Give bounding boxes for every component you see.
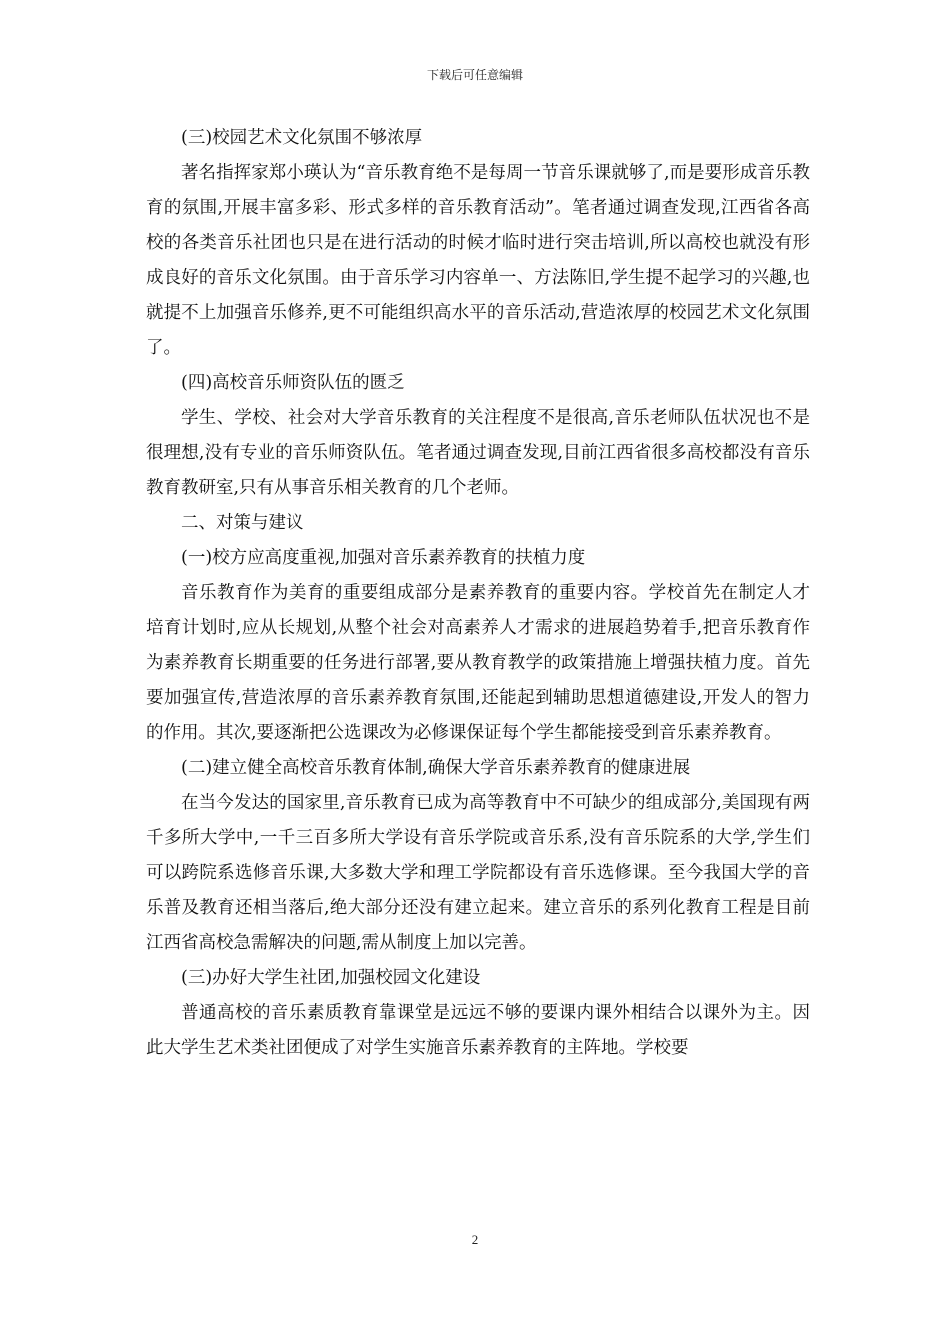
body-paragraph: 在当今发达的国家里,音乐教育已成为高等教育中不可缺少的组成部分,美国现有两千多所大学中,一千三百多所大学设有音乐学院或音乐系,没有音乐院系的大学,学生们可以跨院系选修音乐课,大多数大学和理工学院都设有音乐选修课。至今我国大学的音乐普及教育还相当落后,绝大部分还没有建立起来。建立音乐的系列化教育工程是目前江西省高校急需解决的问题,需从制度上加以完善。 — [146, 793, 810, 953]
body-paragraph: 普通高校的音乐素质教育靠课堂是远远不够的要课内课外相结合以课外为主。因此大学生艺术类社团便成了对学生实施音乐素养教育的主阵地。学校要 — [146, 1003, 810, 1058]
body-paragraph: 音乐教育作为美育的重要组成部分是素养教育的重要内容。学校首先在制定人才培育计划时,应从长规划,从整个社会对高素养人才需求的进展趋势着手,把音乐教育作为素养教育长期重要的任务进行部署,要从教育教学的政策措施上增强扶植力度。首先要加强宣传,营造浓厚的音乐素养教育氛围,还能起到辅助思想道德建设,开发人的智力的作用。其次,要逐渐把公选课改为必修课保证每个学生都能接受到音乐素养教育。 — [146, 583, 810, 743]
section-heading: (三)校园艺术文化氛围不够浓厚 — [181, 128, 423, 148]
body-paragraph: 学生、学校、社会对大学音乐教育的关注程度不是很高,音乐老师队伍状况也不是很理想,没有专业的音乐师资队伍。笔者通过调查发现,目前江西省很多高校都没有音乐教育教研室,只有从事音乐相关教育的几个老师。 — [146, 408, 810, 498]
section-heading: 二、对策与建议 — [181, 513, 304, 533]
page-number: 2 — [471, 1232, 479, 1247]
document-body — [146, 121, 810, 1066]
body-paragraph: 著名指挥家郑小瑛认为“音乐教育绝不是每周一节音乐课就够了,而是要形成音乐教育的氛围,开展丰富多彩、形式多样的音乐教育活动”。笔者通过调查发现,江西省各高校的各类音乐社团也只是在进行活动的时候才临时进行突击培训,所以高校也就没有形成良好的音乐文化氛围。由于音乐学习内容单一、方法陈旧,学生提不起学习的兴趣,也就提不上加强音乐修养,更不可能组织高水平的音乐活动,营造浓厚的校园艺术文化氛围了。 — [146, 163, 810, 358]
page-header: 下载后可任意编辑 — [426, 68, 523, 82]
section-heading: (四)高校音乐师资队伍的匮乏 — [181, 373, 405, 393]
section-heading: (三)办好大学生社团,加强校园文化建设 — [181, 968, 481, 988]
section-heading: (一)校方应高度重视,加强对音乐素养教育的扶植力度 — [181, 548, 586, 568]
section-heading: (二)建立健全高校音乐教育体制,确保大学音乐素养教育的健康进展 — [181, 758, 691, 778]
